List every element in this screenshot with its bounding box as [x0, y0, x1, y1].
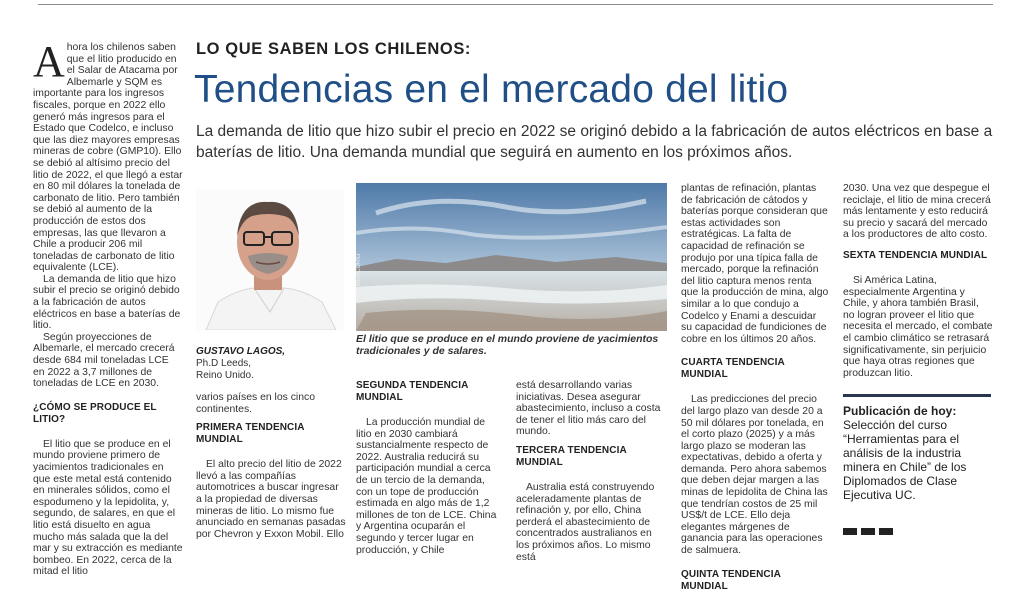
publication-box — [843, 404, 991, 502]
subhead-sexta: SEXTA TENDENCIA MUNDIAL — [843, 249, 988, 261]
author-title: Ph.D Leeds, — [196, 358, 252, 369]
salar-photo — [356, 183, 667, 331]
lead-paragraph-2: La demanda de litio que hizo subir el precio se originó debido a la fabricación de autos eléctricos en base a baterías de litio. — [33, 273, 181, 332]
col5-paragraph-2: Las predicciones del precio del largo plazo van desde 20 a 50 mil dólares por tonelada, en el corto plazo (2025) y a más largo plazo se moderan las expectativas, debido a oferta y demanda. Pero ahora sabemos que deben dejar margen a las minas de lepidolita de China las que tendrían costos de 25 mil US$/t de LCE. Ello deja elegantes márgenes de ganancia para las operaciones de salmuera. — [681, 394, 828, 557]
col4-paragraph-2: Australia está construyendo aceleradamente plantas de refinación y, por ello, China perderá el abastecimiento de concentrados australianos en los próximos años. Lo mismo está — [516, 481, 655, 563]
kicker: LO QUE SABEN LOS CHILENOS: — [196, 40, 472, 58]
column-5 — [681, 183, 829, 593]
photo-credit: EL MERCURIO — [356, 253, 362, 295]
subhead-quinta: QUINTA TENDENCIA MUNDIAL — [681, 568, 781, 592]
col2-paragraph-2: El alto precio del litio de 2022 llevó a las compañías automotrices a buscar ingresar a la propiedad de diversas mineras de litio. Lo mismo fue anunciado en semanas pasadas por Chevron y Exxon Mobil. Ello — [196, 459, 346, 540]
publication-heading: Publicación de hoy: — [843, 404, 957, 418]
drop-cap: A — [33, 37, 65, 86]
photo-caption: El litio que se produce en el mundo proviene de yacimientos tradicionales y de salares. — [356, 333, 659, 357]
col6-paragraph-2: Si América Latina, especialmente Argentina y Chile, y ahora también Brasil, no logran proveer el litio que necesita el mercado, el combate el cambio climático se retrasará significativamente, sin perjuicio que haya otras regiones que produzcan litio. — [843, 274, 993, 379]
col5-paragraph-1: plantas de refinación, plantas de fabricación de cátodos y baterías porque consideran que estas actividades son estratégicas. La falta de capacidad de refinación se produjo por una típica falla de mercado, porque la refinación del litio captura menos renta que la producción de mina, algo similar a lo que condujo a Codelco y Enami a descuidar su capacidad de fundiciones de cobre en los últimos 20 años. — [681, 183, 829, 345]
publication-body: Selección del curso “Herramientas para el análisis de la industria minera en Chile” de los Diplomados de Clase Ejecutiva UC. — [843, 418, 967, 502]
author-name: GUSTAVO LAGOS, — [196, 346, 286, 357]
column-2 — [196, 392, 346, 540]
publication-rule — [843, 394, 991, 397]
author-photo — [196, 190, 344, 330]
lead-paragraph-4: El litio que se produce en el mundo proviene primero de yacimientos tradicionales en que este metal está contenido en minerales sólidos, como el espodumeno y la lepidolita, y, segundo, de salares, en que el litio está disuelto en agua mucho más salada que la del mar y su extracción es mediante bombeo. En 2022, cerca de la mitad el litio — [33, 438, 183, 578]
deck: La demanda de litio que hizo subir el precio en 2022 se originó debido a la fabricación de autos eléctricos en base a baterías de litio. Una demanda mundial que seguirá en aumento en los próximos años. — [196, 123, 993, 161]
subhead-primera: PRIMERA TENDENCIA MUNDIAL — [196, 422, 305, 446]
lead-paragraph-1: Ahora los chilenos saben que el litio producido en el Salar de Atacama por Albemarle y SQM es importante para los ingresos fiscales, porque en 2022 ello generó más ingresos para el Estado que Codelco, e incluso que las diez mayores empresas mineras de cobre (GMP10). Ello se debió al altísimo precio del litio de 2022, el que llegó a estar en 80 mil dólares la tonelada de carbonato de litio. Pero también se debió al aumento de la producción de estos dos empresas, las que llevaron a Chile a producir 206 mil toneladas de carbonato de litio equivalente (LCE). — [33, 37, 183, 274]
col2-paragraph-1: varios países en los cinco continentes. — [196, 392, 315, 415]
lead-column — [33, 37, 183, 578]
column-4 — [516, 380, 662, 563]
subhead-cuarta: CUARTA TENDENCIA MUNDIAL — [681, 357, 785, 381]
col3-paragraph-1: La producción mundial de litio en 2030 cambiará sustancialmente respecto de 2022. Australia reducirá su participación mundial a cerca de un tercio de la demanda, con un tope de producción estimada en algo más de 1,2 millones de ton de LCE. China y Argentina ocuparán el segundo y tercer lugar en producción, y Chile — [356, 417, 497, 556]
column-6 — [843, 183, 993, 379]
column-3 — [356, 380, 502, 556]
col4-paragraph-1: está desarrollando varias iniciativas. Desea asegurar abastecimiento, incluso a costa de tener el litio más caro del mundo. — [516, 380, 661, 438]
headline: Tendencias en el mercado del litio — [194, 68, 789, 111]
top-rule — [38, 4, 993, 5]
col6-paragraph-1: 2030. Una vez que despegue el reciclaje, el litio de mina crecerá más lentamente y esto reducirá su precio y sacará del mercado a los productores de alto costo. — [843, 183, 991, 241]
subhead-como: ¿CÓMO SE PRODUCE EL LITIO? — [33, 401, 157, 425]
subhead-segunda: SEGUNDA TENDENCIA MUNDIAL — [356, 380, 469, 403]
logo-icon — [843, 522, 913, 532]
lead-paragraph-3: Según proyecciones de Albemarle, el mercado crecerá desde 684 mil toneladas LCE en 2022 a 3,7 millones de toneladas de LCE en 2030. — [33, 331, 175, 390]
subhead-tercera: TERCERA TENDENCIA MUNDIAL — [516, 444, 627, 468]
author-affiliation: Reino Unido. — [196, 370, 254, 381]
